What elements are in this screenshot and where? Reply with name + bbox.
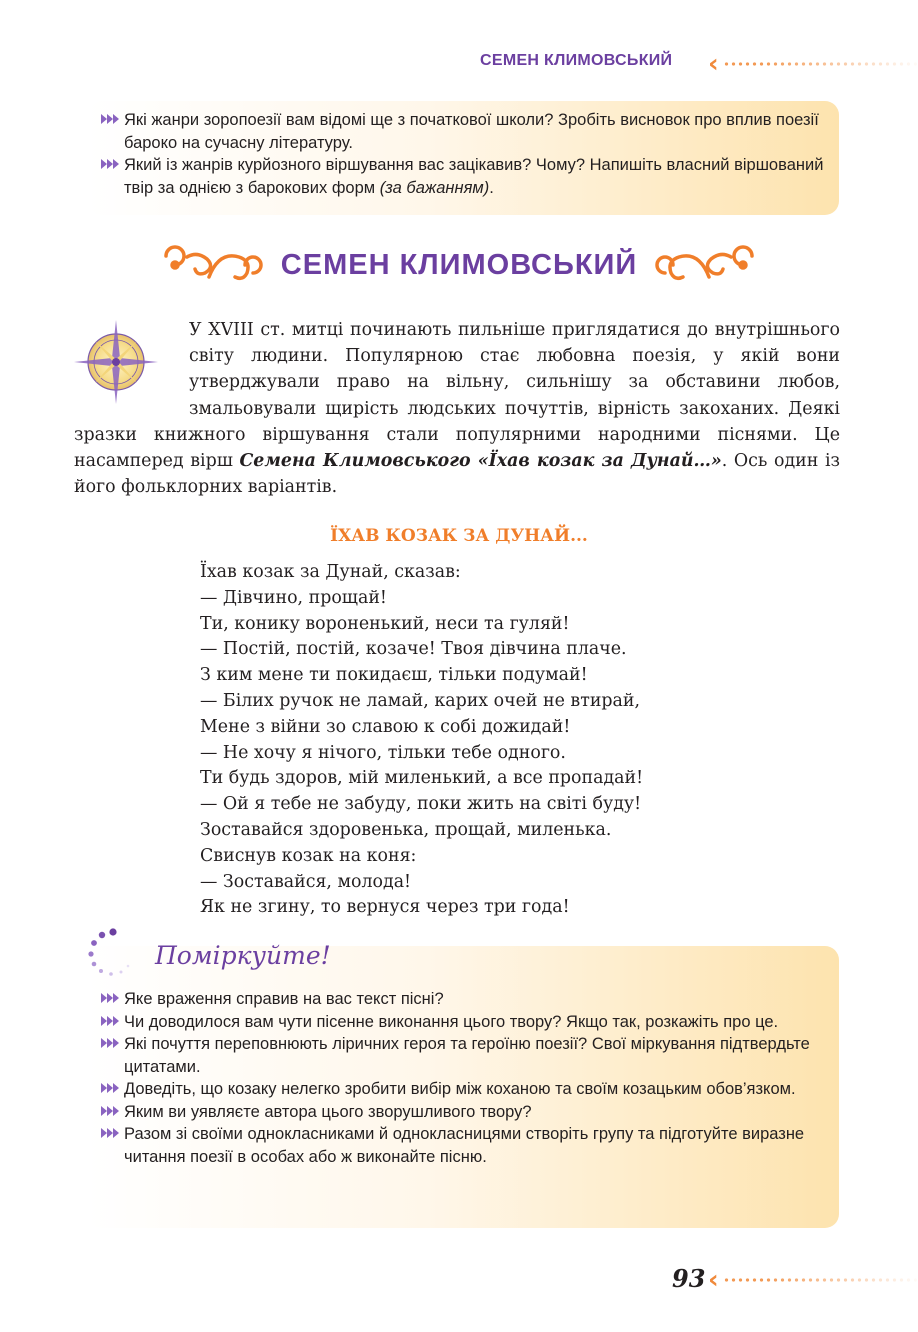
- intro-text-1: У XVIII ст. митці починають пильніше приглядатися до внутрішнього світу людини. Популярною стає любовна поезія, у якій вони утверджували право на вільну, сильнішу за обставини любов, змальовували щирість людських почуттів, вірність закоханих. Деякі зразки книжного віршування стали популярними народними піснями. Це насамперед вірш: [74, 320, 840, 472]
- left-swirl-ornament-icon: [157, 243, 267, 287]
- think-heading: Поміркуйте!: [155, 941, 331, 970]
- triple-arrow-bullet-icon: [100, 157, 120, 171]
- poem-line: Свиснув козак на коня:: [200, 845, 417, 866]
- top-questions-box: [88, 101, 839, 215]
- question-item: [88, 1078, 839, 1101]
- question-item: [88, 1033, 839, 1078]
- question-text: Разом зі своїми однокласниками й однокласницями створіть групу та підготуйте виразне читання поезії в особах або ж виконайте пісню.: [124, 1125, 805, 1166]
- poem-line: З ким мене ти покидаєш, тільки подумай!: [200, 665, 588, 686]
- page-number: 93: [672, 1264, 706, 1293]
- section-title: СЕМЕН КЛИМОВСЬКИЙ: [280, 248, 638, 281]
- question-item: [88, 109, 839, 154]
- poem-title: ЇХАВ КОЗАК ЗА ДУНАЙ...: [330, 526, 588, 546]
- chevron-left-icon: ‹: [708, 1265, 719, 1295]
- poem-line: Ти, конику вороненький, неси та гуляй!: [200, 613, 570, 634]
- question-note: (за бажанням): [379, 178, 490, 197]
- question-item: [88, 1101, 839, 1124]
- poem-line: Ти будь здоров, мій миленький, а все пропадай!: [200, 768, 644, 789]
- chevron-left-icon: ‹: [708, 49, 719, 79]
- poem-line: — Постій, постій, козаче! Твоя дівчина плаче.: [200, 639, 627, 660]
- footer-dotted-ornament: [708, 1265, 918, 1295]
- poem-line: — Не хочу я нічого, тільки тебе одного.: [200, 742, 566, 763]
- triple-arrow-bullet-icon: [100, 1104, 120, 1118]
- question-item: Який із жанрів курйозного віршування вас зацікавив? Чому? Напишіть власний віршований твір за однією з барокових форм (за бажанням).: [88, 154, 839, 199]
- question-text: Які жанри зоропоезії вам відомі ще з початкової школи? Зробіть висновок про вплив поезії бароко на сучасну літературу.: [124, 111, 819, 152]
- running-title: СЕМЕН КЛИМОВСЬКИЙ: [480, 52, 673, 69]
- poem-line: Зоставайся здоровенька, прощай, миленька.: [200, 819, 612, 840]
- author-work-highlight: Семена Климовського «Їхав козак за Дунай…»: [239, 451, 722, 472]
- intro-text-2: . Ось один із його фольклорних варіантів.: [74, 451, 840, 498]
- poem-line: — Дівчино, прощай!: [200, 587, 387, 608]
- question-text: Доведіть, що козаку нелегко зробити вибір між коханою та своїм козацьким обов’язком.: [124, 1080, 796, 1098]
- thinking-dots-icon: [88, 928, 138, 978]
- poem-body: [200, 560, 643, 921]
- question-text: Яке враження справив на вас текст пісні?: [124, 990, 444, 1008]
- triple-arrow-bullet-icon: [100, 1126, 120, 1140]
- triple-arrow-bullet-icon: [100, 1036, 120, 1050]
- poem-line: Як не згину, то вернуся через три года!: [200, 897, 570, 918]
- question-item: [88, 1123, 839, 1168]
- header-dotted-ornament: [708, 49, 918, 79]
- poem-line: Їхав козак за Дунай, сказав:: [200, 562, 461, 582]
- question-text: Який із жанрів курйозного віршування вас зацікавив? Чому? Напишіть власний віршований твір за однією з барокових форм: [124, 156, 824, 197]
- poem-line: — Зоставайся, молода!: [200, 871, 412, 892]
- section-title-row: [0, 243, 918, 287]
- intro-paragraph: [74, 317, 840, 500]
- triple-arrow-bullet-icon: [100, 1014, 120, 1028]
- question-text: Які почуття переповнюють ліричних героя та героїню поезії? Свої міркування підтвердьте цитатами.: [124, 1035, 810, 1076]
- question-text: Яким ви уявляєте автора цього зворушливого твору?: [124, 1102, 532, 1121]
- question-text: Чи доводилося вам чути пісенне виконання цього твору? Якщо так, розкажіть про це.: [124, 1012, 779, 1031]
- poem-line: Мене з війни зо славою к собі дожидай!: [200, 716, 571, 737]
- triple-arrow-bullet-icon: [100, 112, 120, 126]
- triple-arrow-bullet-icon: [100, 1081, 120, 1095]
- think-questions-box: [88, 946, 839, 1228]
- question-item: [88, 988, 839, 1011]
- poem-line: — Ой я тебе не забуду, поки жить на світі буду!: [200, 794, 642, 815]
- right-swirl-ornament-icon: [651, 243, 761, 287]
- poem-line: — Білих ручок не ламай, карих очей не втирай,: [200, 690, 641, 711]
- triple-arrow-bullet-icon: [100, 991, 120, 1005]
- question-item: [88, 1011, 839, 1034]
